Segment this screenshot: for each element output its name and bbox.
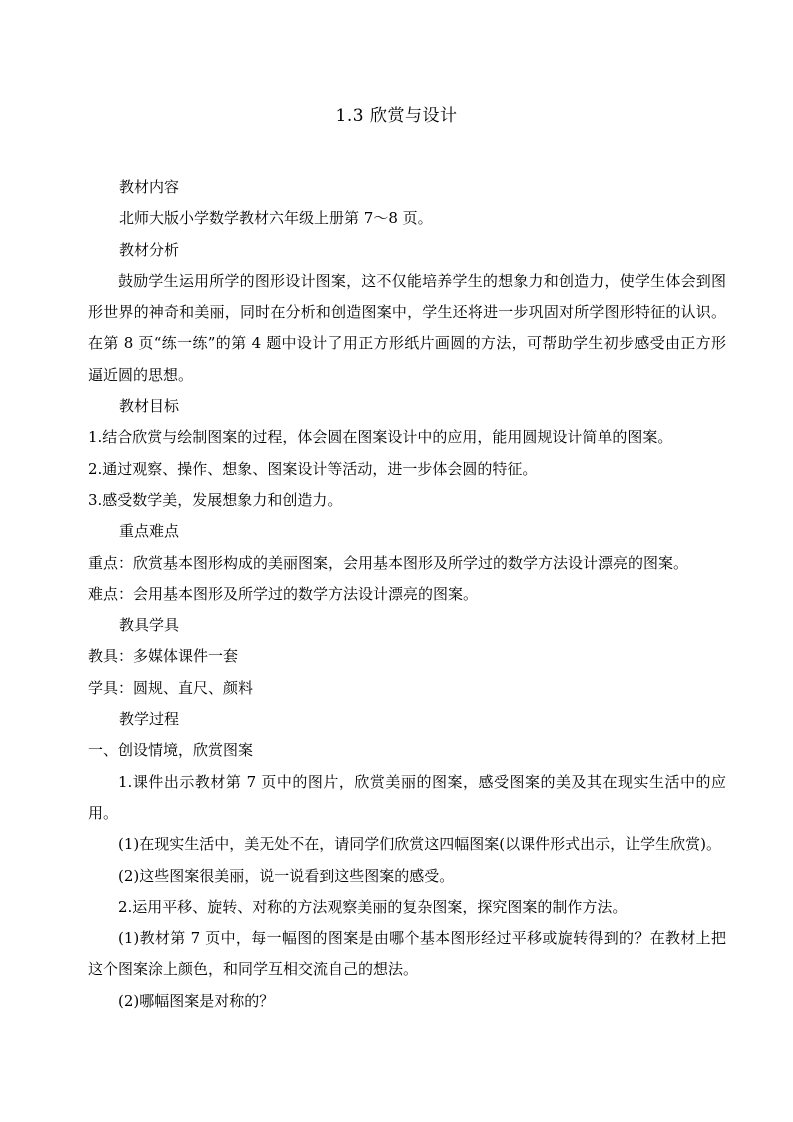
- document-body: [88, 172, 726, 1017]
- step-1-question-1: (1)在现实生活中，美无处不在，请同学们欣赏这四幅图案(以课件形式出示，让学生欣赏)。: [118, 835, 721, 854]
- keypoint-text: 重点：欣赏基本图形构成的美丽图案，会用基本图形及所学过的数学方法设计漂亮的图案。: [88, 553, 689, 572]
- teacher-tools-text: 教具：多媒体课件一套: [88, 647, 239, 666]
- section-heading-keypoints: 重点难点: [119, 522, 180, 541]
- step-2-question-1: (1)教材第 7 页中，每一幅图的图案是由哪个基本图形经过平移或旋转得到的？在教材上把这个图案涂上颜色，和同学互相交流自己的想法。: [88, 929, 726, 979]
- student-tools-text: 学具：圆规、直尺、颜料: [88, 678, 254, 697]
- document-title: 1.3 欣赏与设计: [335, 106, 458, 126]
- section-heading-tools: 教具学具: [119, 616, 180, 635]
- goal-item-3: 3.感受数学美，发展想象力和创造力。: [88, 490, 343, 509]
- difficulty-text: 难点：会用基本图形及所学过的数学方法设计漂亮的图案。: [88, 584, 479, 603]
- section-heading-process: 教学过程: [119, 710, 180, 729]
- step-2-question-2: (2)哪幅图案是对称的？: [118, 991, 275, 1010]
- step-1-question-2: (2)这些图案很美丽，说一说看到这些图案的感受。: [118, 866, 455, 885]
- analysis-paragraph: 鼓励学生运用所学的图形设计图案，这不仅能培养学生的想象力和创造力，使学生体会到图形世界的神奇和美丽，同时在分析和创造图案中，学生还将进一步巩固对所学图形特征的认识。在第 8 页“练一练”的第 4 题中设计了用正方形纸片画圆的方法，可帮助学生初步感受由正方形逼近圆的思想。: [88, 271, 726, 384]
- goal-item-2: 2.通过观察、操作、想象、图案设计等活动，进一步体会圆的特征。: [88, 459, 538, 478]
- step-1-text: 1.课件出示教材第 7 页中的图片，欣赏美丽的图案，感受图案的美及其在现实生活中的应用。: [88, 772, 726, 822]
- section-heading-analysis: 教材分析: [119, 240, 180, 259]
- step-2-text: 2.运用平移、旋转、对称的方法观察美丽的复杂图案，探究图案的制作方法。: [118, 897, 628, 916]
- section-heading-goals: 教材目标: [119, 397, 180, 416]
- goal-item-1: 1.结合欣赏与绘制图案的过程，体会圆在图案设计中的应用，能用圆规设计简单的图案。: [88, 428, 673, 447]
- content-text: 北师大版小学数学教材六年级上册第 7～8 页。: [119, 209, 433, 228]
- step-one-heading: 一、创设情境，欣赏图案: [88, 741, 254, 760]
- section-heading-content: 教材内容: [119, 178, 180, 196]
